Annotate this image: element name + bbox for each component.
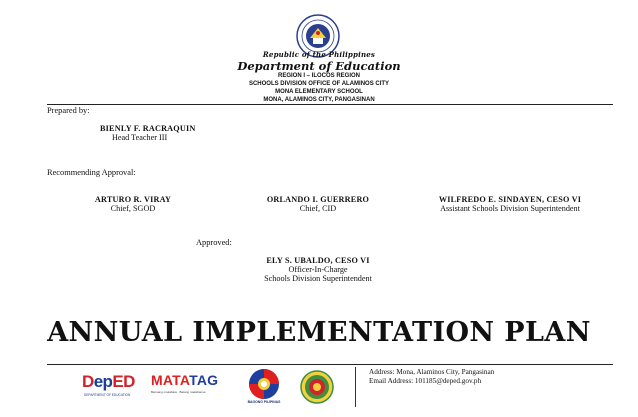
signatory-name: ORLANDO I. GUERRERO bbox=[266, 195, 370, 204]
signatory-name: WILFREDO E. SINDAYEN, CESO VI bbox=[438, 195, 582, 204]
footer-email: Email Address: 101185@deped.gov.ph bbox=[369, 377, 482, 385]
approver-name: ELY S. UBALDO, CESO VI bbox=[266, 256, 370, 265]
footer-address: Address: Mona, Alaminos City, Pangasinan bbox=[369, 368, 495, 376]
region-line: REGION I – ILOCOS REGION bbox=[277, 73, 360, 79]
signatory-position: Chief, CID bbox=[299, 204, 337, 213]
school-seal-icon bbox=[300, 370, 334, 404]
header-divider bbox=[47, 104, 613, 105]
footer-vertical-divider bbox=[355, 367, 356, 407]
bagong-pilipinas-emblem-icon bbox=[246, 368, 282, 400]
approved-label: Approved: bbox=[196, 238, 232, 247]
deped-logo-text: DepED bbox=[82, 372, 135, 391]
recommending-label: Recommending Approval: bbox=[47, 168, 136, 177]
signatory-position: Chief, SGOD bbox=[110, 204, 156, 213]
signatory-name: ARTURO R. VIRAY bbox=[94, 195, 172, 204]
footer-divider bbox=[47, 364, 613, 365]
deped-logo-subtitle: DEPARTMENT OF EDUCATION bbox=[84, 393, 131, 397]
matatag-logo bbox=[151, 372, 233, 398]
bagong-pilipinas-text: BAGONG PILIPINAS bbox=[247, 400, 281, 404]
prepared-label: Prepared by: bbox=[47, 106, 90, 115]
approver-office: Schools Division Superintendent bbox=[264, 274, 372, 283]
department-name: Department of Education bbox=[237, 59, 401, 73]
matatag-logo-subtitle: Bansang makabata · Batang makabansa bbox=[151, 390, 206, 394]
document-title: ANNUAL IMPLEMENTATION PLAN bbox=[47, 317, 591, 348]
matatag-logo-text: MATATAG bbox=[151, 372, 219, 388]
republic-line: Republic of the Philippines bbox=[262, 50, 376, 59]
signatory-position: Assistant Schools Division Superintendent bbox=[440, 204, 580, 213]
preparer-name: BIENLY F. RACRAQUIN bbox=[100, 124, 196, 133]
deped-logo bbox=[82, 372, 135, 398]
bagong-pilipinas-logo bbox=[246, 368, 282, 408]
division-line: SCHOOLS DIVISION OFFICE OF ALAMINOS CITY bbox=[248, 81, 390, 87]
school-line: MONA ELEMENTARY SCHOOL bbox=[275, 89, 363, 95]
address-line: MONA, ALAMINOS CITY, PANGASINAN bbox=[263, 97, 375, 103]
preparer-position: Head Teacher III bbox=[112, 133, 168, 142]
approver-position: Officer-In-Charge bbox=[288, 265, 348, 274]
